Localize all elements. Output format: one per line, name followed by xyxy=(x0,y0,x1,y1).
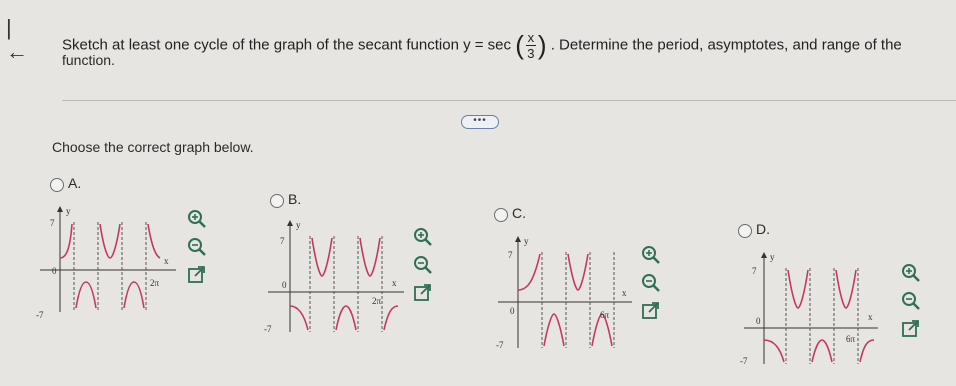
option-a-y-tick-bottom: -7 xyxy=(36,310,44,320)
option-b-axes xyxy=(268,220,404,332)
option-b-x-label: x xyxy=(392,278,397,288)
option-c-label: C. xyxy=(512,205,526,221)
option-b-y-label: y xyxy=(296,220,301,230)
option-d-origin: 0 xyxy=(756,316,761,326)
question-line2: function. xyxy=(62,52,115,68)
zoom-out-icon[interactable] xyxy=(900,290,922,312)
option-d-label: D. xyxy=(756,221,770,237)
zoom-out-icon[interactable] xyxy=(412,254,434,276)
option-c-asymptotes xyxy=(542,252,614,348)
fraction xyxy=(526,31,536,60)
option-b-y-tick-bottom: -7 xyxy=(264,324,272,334)
option-a-tools xyxy=(186,208,210,292)
option-b-x-tick: 2π xyxy=(372,296,382,306)
zoom-in-icon[interactable] xyxy=(640,244,662,266)
option-a-x-label: x xyxy=(164,256,169,266)
open-new-window-icon[interactable] xyxy=(412,282,434,304)
question-text xyxy=(62,30,902,61)
option-c-tools xyxy=(640,244,664,328)
option-d-asymptotes xyxy=(786,268,858,364)
zoom-out-icon[interactable] xyxy=(640,272,662,294)
option-b-asymptotes xyxy=(310,236,382,332)
back-arrow-icon[interactable]: |← xyxy=(6,15,28,64)
zoom-in-icon[interactable] xyxy=(412,226,434,248)
left-paren: ( xyxy=(515,30,524,60)
option-d-y-tick-top: 7 xyxy=(752,266,757,276)
question-prefix: Sketch at least one cycle of the graph of the secant function y = sec xyxy=(62,36,512,54)
option-a-x-tick: 2π xyxy=(150,278,160,288)
option-c-axes xyxy=(498,236,632,348)
zoom-in-icon[interactable] xyxy=(186,208,208,230)
option-d-x-label: x xyxy=(868,312,873,322)
fraction-numerator: x xyxy=(527,30,535,45)
option-b-label: B. xyxy=(288,191,302,207)
zoom-in-icon[interactable] xyxy=(900,262,922,284)
option-a-y-tick-top: 7 xyxy=(50,218,55,228)
option-d-radio[interactable] xyxy=(738,224,752,238)
option-a-y-label: y xyxy=(66,206,71,216)
option-a-asymptotes xyxy=(74,222,146,312)
option-d-x-tick: 6π xyxy=(846,334,856,344)
option-a-origin: 0 xyxy=(52,266,57,276)
option-d-y-label: y xyxy=(770,252,775,262)
option-d-y-tick-bottom: -7 xyxy=(740,356,748,366)
option-a-label: A. xyxy=(68,175,82,191)
option-c-curves xyxy=(518,254,612,346)
option-a-graph xyxy=(26,200,176,320)
question-suffix: . Determine the period, asymptotes, and range of the xyxy=(550,36,902,54)
option-c-origin: 0 xyxy=(510,306,515,316)
option-c-y-tick-bottom: -7 xyxy=(496,340,504,350)
more-button[interactable]: ••• xyxy=(461,115,499,129)
option-c-x-tick: 6π xyxy=(600,310,610,320)
zoom-out-icon[interactable] xyxy=(186,236,208,258)
option-d-graph xyxy=(728,244,878,368)
option-b-y-tick-top: 7 xyxy=(280,236,285,246)
option-a-radio[interactable] xyxy=(50,178,64,192)
option-c-y-tick-top: 7 xyxy=(508,250,513,260)
open-new-window-icon[interactable] xyxy=(900,318,922,340)
option-a-curves xyxy=(60,224,160,308)
right-paren: ) xyxy=(537,30,547,60)
option-c-x-label: x xyxy=(622,288,627,298)
option-b-radio[interactable] xyxy=(270,194,284,208)
option-a-axes xyxy=(40,206,176,312)
divider xyxy=(62,100,956,101)
option-c-radio[interactable] xyxy=(494,208,508,222)
open-new-window-icon[interactable] xyxy=(186,264,208,286)
option-c-y-label: y xyxy=(524,236,529,246)
open-new-window-icon[interactable] xyxy=(640,300,662,322)
option-b-origin: 0 xyxy=(282,280,287,290)
option-b-tools xyxy=(412,226,436,310)
option-b-graph xyxy=(254,214,404,338)
option-d-tools xyxy=(900,262,924,346)
option-c-graph xyxy=(482,230,632,354)
fraction-denominator: 3 xyxy=(527,46,535,61)
prompt-text: Choose the correct graph below. xyxy=(52,139,254,155)
